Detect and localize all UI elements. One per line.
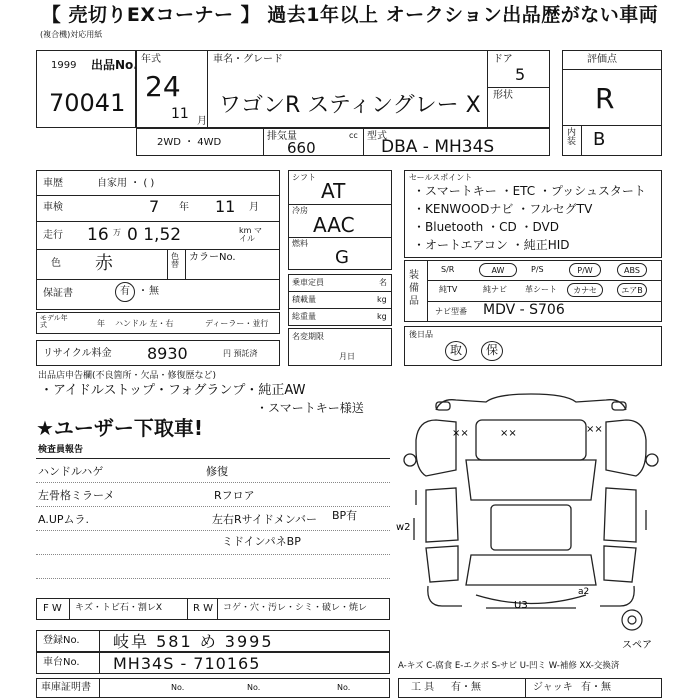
inspection-month-unit: 月 [249, 202, 259, 213]
name-label: 車名・グレード [213, 54, 283, 65]
jack-label: ジャッキ [533, 682, 573, 693]
capacity-label: 乗車定員 [292, 278, 324, 287]
equip-pw: P/W [569, 263, 601, 277]
model-year-unit: 年 [97, 319, 105, 328]
mileage-label: 走行 [43, 230, 63, 241]
weight-label: 総重量 [292, 312, 316, 321]
equip-airbag: エアB [617, 283, 647, 297]
scratch-rw: R W [193, 603, 214, 614]
seller-note-1: ・アイドルストップ・フォグランプ・純正AW [40, 383, 306, 398]
door-value: 5 [515, 65, 526, 84]
score-value: R [595, 82, 615, 115]
displacement-unit: cc [349, 131, 358, 140]
diagram-u3: U3 [514, 600, 528, 611]
model-year-label: モデル年式 [40, 314, 68, 329]
inspector-note-4-right: ミドインパネBP [222, 535, 301, 548]
score-box [562, 50, 662, 156]
equipment-box [404, 260, 662, 322]
recycle-label: リサイクル料金 [43, 348, 112, 359]
sales-points-label: セールスポイント [409, 173, 473, 182]
shift-box [288, 170, 392, 270]
aircon-label: 冷房 [292, 206, 308, 215]
recycle-row [36, 340, 280, 366]
equipment-label: 装備品 [409, 270, 419, 307]
chassis-value: MH34S - 710165 [113, 654, 261, 673]
diagram-w2: w2 [396, 522, 411, 533]
inspector-note-3-right: 左右Rサイドメンバー [212, 513, 317, 526]
chassis-label: 車台No. [43, 657, 80, 668]
score-label: 評価点 [587, 54, 617, 65]
door-label: ドア [493, 54, 513, 65]
mileage-unit: km マイル [239, 226, 262, 243]
dealer-label: ディーラー・並行 [205, 319, 269, 328]
color-value: 赤 [95, 253, 113, 274]
lot-number: 70041 [49, 89, 126, 117]
after-market-label: 後日品 [409, 330, 433, 339]
model-label: 型式 [367, 131, 387, 142]
displacement-label: 排気量 [267, 131, 297, 142]
name-change-unit: 月日 [339, 352, 355, 361]
after-market-item-1: 取 [450, 343, 463, 357]
inspector-note-2-left: 左骨格ミラーメ [38, 489, 115, 502]
seller-note-3: ★ユーザー下取車! [36, 416, 204, 440]
after-market-box [404, 326, 662, 366]
jack-value: 有・無 [581, 682, 611, 693]
nav-model-value: MDV - S706 [483, 302, 565, 318]
warranty-yes: 有 [120, 286, 130, 297]
equip-tv: 純TV [439, 285, 458, 294]
history-label: 車歴 [43, 178, 63, 189]
equip-kanase: カナセ [567, 283, 603, 297]
fuel-value: G [335, 247, 349, 268]
equip-sr: S/R [441, 265, 455, 274]
sales-point-4: ・オートエアコン ・純正HID [413, 238, 570, 252]
lot-label: 出品No. [91, 58, 138, 72]
title-box [136, 50, 550, 128]
name-change-box [288, 328, 392, 366]
inspection-year-unit: 年 [179, 202, 189, 213]
interior-value: B [593, 129, 606, 150]
mileage-man: 16 [87, 225, 109, 245]
scratch-fw: F W [43, 603, 62, 614]
shape-label: 形状 [493, 90, 513, 101]
after-market-item-2: 保 [486, 343, 499, 357]
registration-value: 岐阜 581 め 3995 [113, 632, 274, 651]
load-label: 積載量 [292, 295, 316, 304]
registration-label: 登録No. [43, 635, 80, 646]
equip-ps: P/S [531, 265, 544, 274]
weight-unit: kg [377, 312, 387, 321]
name-value: ワゴンR スティングレー X [219, 93, 481, 118]
diagram-x-right: ×× [586, 424, 603, 435]
detail-table [36, 170, 280, 310]
recycle-unit: 円 預託済 [223, 349, 258, 358]
tools-value: 有・無 [451, 682, 481, 693]
warranty-label: 保証書 [43, 288, 73, 299]
capacity-box [288, 274, 392, 326]
footer-no-2: No. [247, 683, 261, 692]
color-swap-label: 色替 [171, 252, 179, 269]
inspection-month: 11 [215, 197, 236, 216]
inspector-note-3-left: A.UPムラ. [38, 513, 90, 526]
inspection-year: 7 [149, 197, 160, 216]
recycle-value: 8930 [147, 344, 188, 363]
history-value: 自家用 ・ ( ) [97, 178, 155, 189]
name-change-label: 名変期限 [292, 332, 324, 341]
inspector-notes-label: 検査員報告 [38, 445, 84, 455]
scratch-row [36, 598, 390, 620]
color-label: 色 [51, 258, 61, 269]
year-month-unit: 月 [197, 116, 207, 127]
sales-points-box [404, 170, 662, 258]
year-month: 11 [171, 106, 189, 122]
spec-row [136, 128, 550, 156]
warranty-sep: ・ [138, 286, 148, 297]
handle-label: ハンドル 左・右 [115, 319, 174, 328]
year-label: 年式 [141, 54, 161, 65]
model-year-row [36, 312, 280, 334]
seller-note-2: ・スマートキー様送 [256, 401, 364, 415]
inspector-note-1-left: ハンドルハゲ [38, 465, 104, 478]
diagram-x-center: ×× [500, 428, 517, 439]
tools-label: 工 具 [411, 682, 435, 693]
mileage-value: 0 1,52 [127, 225, 182, 245]
sales-point-2: ・KENWOODナビ ・フルセグTV [413, 202, 593, 216]
footer-no-1: No. [171, 683, 185, 692]
diagram-x-left: ×× [452, 428, 469, 439]
inspector-bracket: BP有 [332, 509, 358, 522]
load-unit: kg [377, 295, 387, 304]
footer-no-3: No. [337, 683, 351, 692]
sales-point-3: ・Bluetooth ・CD ・DVD [413, 220, 559, 234]
equip-leather: 革シート [525, 285, 557, 294]
warranty-no: 無 [149, 286, 159, 297]
drive-label: 2WD ・ 4WD [157, 137, 222, 148]
scratch-legend-2: コゲ・穴・汚レ・シミ・破レ・焼レ [223, 603, 368, 613]
spare-label: スペア [622, 640, 652, 650]
sales-point-1: ・スマートキー ・ETC ・プッシュスタート [413, 184, 646, 198]
equip-aw: AW [479, 263, 517, 277]
shift-value: AT [321, 179, 346, 203]
year-value: 24 [145, 70, 181, 103]
color-no-label: カラーNo. [189, 252, 236, 263]
inspector-note-2-right: Rフロア [214, 489, 255, 502]
shift-label: シフト [292, 173, 316, 182]
fuel-label: 燃料 [292, 239, 308, 248]
lot-box [36, 50, 136, 128]
registration-row [36, 630, 390, 652]
interior-label: 内装 [567, 128, 577, 147]
aircon-value: AAC [313, 213, 355, 237]
scratch-legend-1: キズ・トビ石・割レX [75, 603, 162, 613]
inspector-note-1-right: 修復 [206, 465, 228, 478]
mileage-man-unit: 万 [113, 228, 121, 237]
lot-year: 1999 [51, 60, 77, 71]
top-note: (複合機)対応用紙 [40, 30, 103, 39]
inspection-label: 車検 [43, 202, 63, 213]
seller-notes-label: 出品店申告欄(不良箇所・欠品・修復歴など) [38, 371, 217, 381]
model-value: DBA - MH34S [381, 137, 495, 157]
equip-navi: 純ナビ [483, 285, 507, 294]
nav-model-label: ナビ型番 [435, 307, 467, 316]
displacement-value: 660 [287, 139, 316, 157]
diagram-a2: a2 [578, 587, 590, 597]
footer-left [36, 678, 390, 698]
car-damage-diagram [396, 380, 666, 650]
capacity-unit: 名 [379, 278, 387, 287]
footer-right [398, 678, 662, 698]
page-header: 【 売切りEXコーナー 】 過去1年以上 オークション出品歴がない車両 [41, 4, 659, 26]
equip-abs: ABS [617, 263, 647, 277]
chassis-row [36, 652, 390, 674]
damage-legend: A-キズ C-腐食 E-エクボ S-サビ U-凹ミ W-補修 XX-交換済 [398, 661, 620, 671]
garage-cert-label: 車庫証明書 [41, 682, 91, 693]
